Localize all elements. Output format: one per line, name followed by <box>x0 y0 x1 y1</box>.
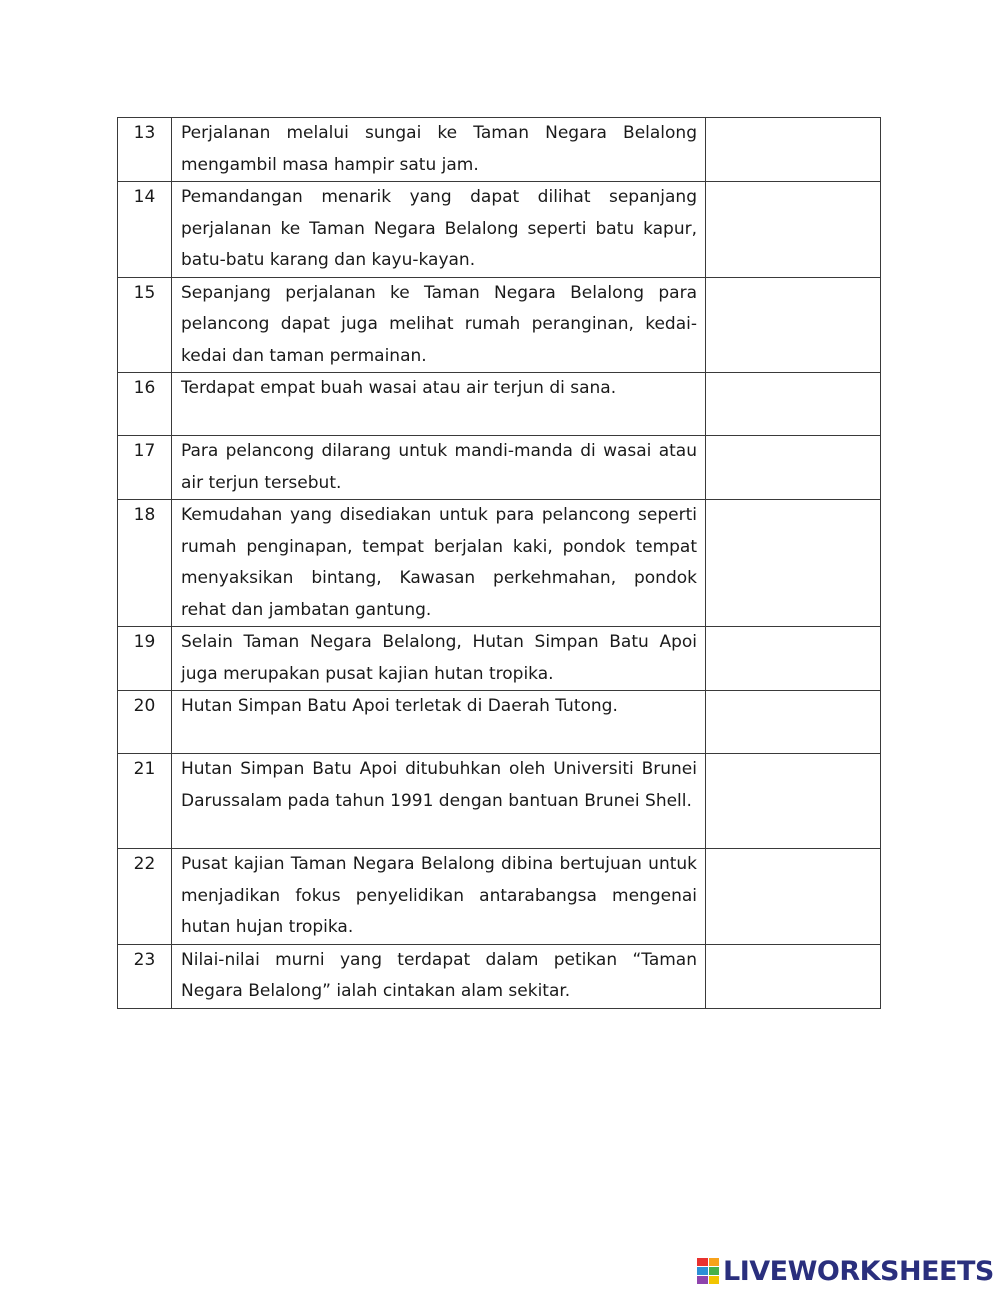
liveworksheets-icon <box>697 1258 719 1284</box>
statement-text: Hutan Simpan Batu Apoi terletak di Daerah Tutong. <box>172 691 706 754</box>
answer-box[interactable] <box>706 754 881 849</box>
row-number: 20 <box>118 691 172 754</box>
answer-box[interactable] <box>706 277 881 373</box>
statement-text: Selain Taman Negara Belalong, Hutan Simpan Batu Apoi juga merupakan pusat kajian hutan tropika. <box>172 627 706 691</box>
answer-box[interactable] <box>706 944 881 1008</box>
row-number: 17 <box>118 436 172 500</box>
table-row <box>118 691 881 754</box>
logo-square <box>709 1276 720 1284</box>
logo-square <box>697 1267 708 1275</box>
statement-text: Pusat kajian Taman Negara Belalong dibina bertujuan untuk menjadikan fokus penyelidikan antarabangsa mengenai hutan hujan tropika. <box>172 849 706 945</box>
logo-square <box>709 1258 720 1266</box>
answer-box[interactable] <box>706 691 881 754</box>
statement-table <box>117 117 881 1009</box>
answer-box[interactable] <box>706 849 881 945</box>
statement-text: Nilai-nilai murni yang terdapat dalam petikan “Taman Negara Belalong” ialah cintakan alam sekitar. <box>172 944 706 1008</box>
logo-square <box>709 1267 720 1275</box>
answer-box[interactable] <box>706 118 881 182</box>
table-row <box>118 277 881 373</box>
statement-text: Para pelancong dilarang untuk mandi-manda di wasai atau air terjun tersebut. <box>172 436 706 500</box>
table-row <box>118 627 881 691</box>
answer-box[interactable] <box>706 182 881 278</box>
row-number: 13 <box>118 118 172 182</box>
answer-box[interactable] <box>706 373 881 436</box>
row-number: 14 <box>118 182 172 278</box>
liveworksheets-logo <box>697 1256 994 1286</box>
row-number: 21 <box>118 754 172 849</box>
brand-name: LIVEWORKSHEETS <box>723 1255 994 1287</box>
statement-text: Kemudahan yang disediakan untuk para pelancong seperti rumah penginapan, tempat berjalan kaki, pondok tempat menyaksikan bintang, Kawasan perkehmahan, pondok rehat dan jambatan gantung. <box>172 500 706 627</box>
table-row <box>118 118 881 182</box>
row-number: 23 <box>118 944 172 1008</box>
statement-text: Pemandangan menarik yang dapat dilihat sepanjang perjalanan ke Taman Negara Belalong seperti batu kapur, batu-batu karang dan kayu-kayan. <box>172 182 706 278</box>
answer-box[interactable] <box>706 500 881 627</box>
row-number: 15 <box>118 277 172 373</box>
table-row <box>118 500 881 627</box>
table-row <box>118 436 881 500</box>
logo-square <box>697 1276 708 1284</box>
table-row <box>118 849 881 945</box>
answer-box[interactable] <box>706 627 881 691</box>
answer-box[interactable] <box>706 436 881 500</box>
table-row <box>118 754 881 849</box>
row-number: 16 <box>118 373 172 436</box>
table-row <box>118 373 881 436</box>
statement-text: Terdapat empat buah wasai atau air terjun di sana. <box>172 373 706 436</box>
statement-text: Perjalanan melalui sungai ke Taman Negara Belalong mengambil masa hampir satu jam. <box>172 118 706 182</box>
table-row <box>118 182 881 278</box>
row-number: 22 <box>118 849 172 945</box>
statement-text: Sepanjang perjalanan ke Taman Negara Belalong para pelancong dapat juga melihat rumah peranginan, kedai-kedai dan taman permainan. <box>172 277 706 373</box>
table-row <box>118 944 881 1008</box>
statement-text: Hutan Simpan Batu Apoi ditubuhkan oleh Universiti Brunei Darussalam pada tahun 1991 dengan bantuan Brunei Shell. <box>172 754 706 849</box>
row-number: 19 <box>118 627 172 691</box>
logo-square <box>697 1258 708 1266</box>
row-number: 18 <box>118 500 172 627</box>
